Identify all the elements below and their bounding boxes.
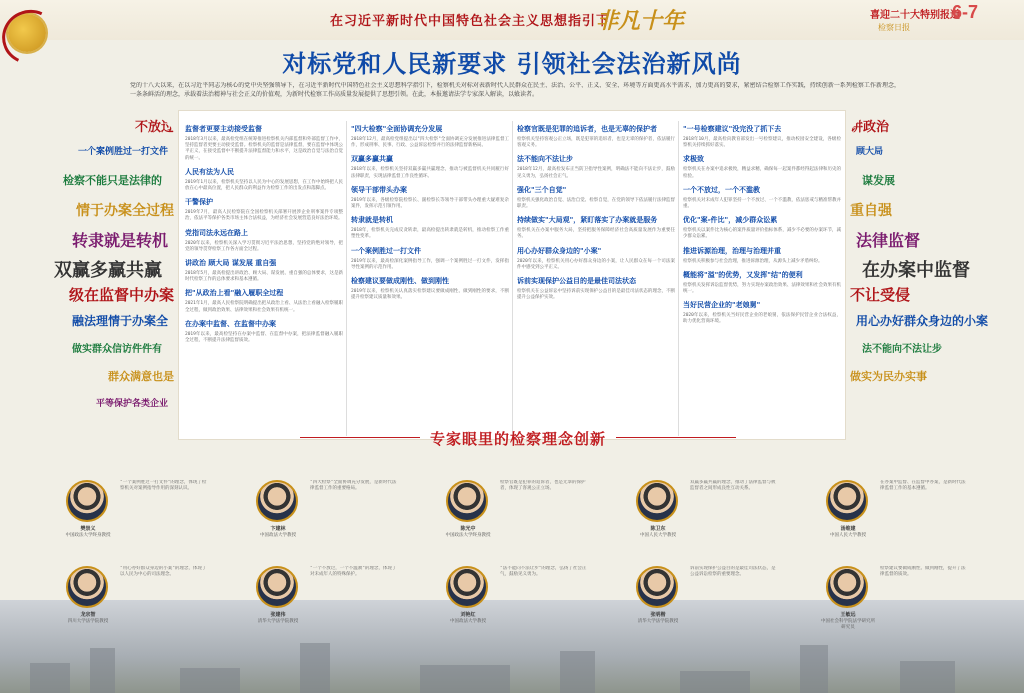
expert-portrait: [256, 480, 298, 522]
issue-date: 6-7: [952, 2, 979, 22]
masthead: [0, 0, 1024, 40]
article-column: [185, 119, 343, 437]
word-cloud-left: [0, 110, 178, 420]
section-text: 2018年以来，检察机关坚持双赢多赢共赢理念，推动与被监督机关共同履行好法律职责，实现法律监督工作良性循环。: [351, 167, 509, 179]
expert-commentary: "四大检察"全面协调充分发展，是新时代法律监督工作的重要格局。: [310, 480, 397, 492]
expert-card: [60, 566, 210, 636]
section-text: 检察机关在办案中服务大局，坚持把服务保障经济社会高质量发展作为重要任务。: [517, 228, 675, 240]
expert-name: 刘艳红: [460, 612, 476, 618]
series-title: 在习近平新时代中国特色社会主义思想指引下: [330, 14, 611, 29]
word-cloud-phrase: 做实群众信访件件有: [72, 344, 162, 355]
issue-tag: 喜迎二十大特别报道: [870, 10, 960, 21]
section-text: 2020年以来，检察机关深入学习贯彻习近平法治思想，坚持党的绝对领导，把党的领导贯穿检察工作各方面全过程。: [185, 240, 343, 252]
word-cloud-phrase: 用心办好群众身边的小案: [856, 314, 989, 328]
section-text: 2018年5月，最高检提出讲政治、顾大局、谋发展、重自强的总体要求，这是新时代检察工作的总体要求和基本遵循。: [185, 271, 343, 283]
section-heading: 持续做实"大局观"，紧盯落实了办案就是服务: [517, 216, 658, 225]
expert-card: [440, 480, 590, 550]
section-text: 检察机关积极参与社会治理，推进诉源治理，从源头上减少矛盾纠纷。: [683, 258, 823, 264]
section-text: 检察机关发挥诉讼监督优势，努力实现办案政治效果、法律效果和社会效果有机统一。: [683, 282, 841, 295]
expert-role: 中国政法大学教授: [260, 533, 296, 538]
section-text: 2019年以来，各级检察院检察长、副检察长等领导干部带头办理重大疑难复杂案件，发挥示范引领作用。: [351, 197, 509, 210]
expert-name: 张明楷: [650, 612, 666, 618]
word-cloud-phrase: 在办案中监督: [862, 260, 970, 281]
expert-role: 中国政法大学终身教授: [65, 533, 111, 538]
lead-paragraph: 党的十八大以来，在以习近平同志为核心的党中央坚强领导下，在习近平新时代中国特色社会主义思想科学指引下，检察机关对标对表新时代人民群众在民主、法治、公平、正义、安全、环境等方面更高水平需求，加力更高的要求，紧密结合检察工作实践，持续创新一系列检察工作新理念，一条条鲜活的理念，承载着法治精神与社会正义的价值观，为新时代检察工作高质量发展提供了思想引领。在此，本报邀请法学专家深入解读，以飨读者。: [130, 82, 900, 98]
section-heading: 检察建议要做成刚性、做到刚性: [351, 277, 449, 286]
section-heading: 党指司法永远在路上: [185, 228, 248, 237]
expert-name: 龙宗智: [80, 612, 96, 618]
section-text: 2018年10月，最高检向教育部发出一号检察建议，推动校园安全建设，各级检察机关持续抓好落实。: [683, 137, 841, 149]
section-heading: 在办案中监督、在监督中办案: [185, 319, 276, 328]
expert-card: [630, 566, 780, 636]
expert-role: 中国政法大学终身教授: [445, 533, 491, 538]
expert-portrait: [446, 566, 488, 608]
word-cloud-phrase: 法律监督: [856, 231, 921, 250]
expert-commentary: 双赢多赢共赢的理念，推动了法律监督与被监督者之间形成良性互动关系。: [690, 480, 776, 492]
expert-commentary: 检察建议要做成刚性、做到刚性，提升了法律监督的质效。: [880, 566, 966, 578]
word-cloud-phrase: 法不能向不法让步: [862, 344, 942, 355]
section-text: 2018年12月，最高检发布正当防卫指导性案例，明确法不能向不法让步，鼓励见义勇为，弘扬社会正气。: [517, 167, 675, 179]
word-cloud-phrase: 顾大局: [856, 147, 884, 157]
page-headline: 对标党和人民新要求 引领社会法治新风尚: [282, 50, 742, 78]
section-text: 检察机关以案件比为核心的案件质量评价指标体系，减少不必要的办案环节，减少群众讼累。: [683, 228, 841, 240]
expert-card: [250, 566, 400, 636]
word-cloud-phrase: 级在监督中办案: [68, 286, 174, 304]
expert-card: [820, 480, 970, 550]
section-heading: 把"从政治上看"融入履职全过程: [185, 289, 284, 298]
word-cloud-phrase: 一个案例胜过一打文件: [77, 147, 168, 157]
experts-section-title: 专家眼里的检察理念创新: [430, 430, 607, 448]
series-brand: 非凡十年: [596, 8, 685, 34]
section-text: 2019年1月以来，检察机关坚持以人民为中心的发展思想，在工作中始终把人民放在心中最高位置，把人民群众的利益作为检察工作的出发点和落脚点。: [185, 179, 343, 192]
word-cloud-phrase: 不放过: [134, 120, 174, 135]
section-text: 2018年12月，最高检党组提出以"四大检察"全面协调充分发展推进法律监督工作，形成刑事、民事、行政、公益诉讼检察并行的法律监督新格局。: [351, 137, 509, 149]
expert-commentary: 诉前实现保护公益目的是最佳司法状态，是公益诉讼检察的重要理念。: [690, 566, 776, 578]
word-cloud-phrase: 情于办案全过程: [76, 203, 174, 219]
section-heading: 讲政治 顾大局 谋发展 重自强: [185, 259, 277, 268]
section-heading: 优化"案-件比"，减少群众讼累: [683, 216, 778, 225]
article-column: [351, 119, 509, 437]
section-heading: 检察官既是犯罪的追诉者，也是无辜的保护者: [517, 125, 657, 133]
section-heading: 用心办好群众身边的"小案": [517, 246, 602, 255]
articles-panel: [178, 110, 846, 440]
issue-sub: 检察日报: [878, 23, 910, 32]
section-text: 2018年3月以来，最高检党组在统筹推进检察机关内部监督和外部监督工作中，坚持监督者更要主动接受监督。检察机关的监督是法律监督，要在监督中体现公平正义，在接受监督中不断提升法律监督能力和水平，这是政治自觉与法治自觉的统一。: [185, 137, 343, 161]
expert-portrait: [66, 480, 108, 522]
section-heading: 推进诉源治理，治理与治理并重: [683, 246, 781, 255]
section-heading: 监督者更要主动接受监督: [185, 125, 262, 133]
expert-portrait: [636, 566, 678, 608]
expert-card: [60, 480, 210, 550]
word-cloud-phrase: 检察不能只是法律的: [63, 174, 162, 187]
section-heading: 强化"三个自觉": [517, 185, 567, 194]
section-heading: 双赢多赢共赢: [351, 155, 393, 164]
article-column: [683, 119, 841, 437]
expert-name: 王敏远: [840, 612, 856, 618]
word-cloud-phrase: 不让受侵: [850, 286, 911, 304]
section-heading: 求极致: [683, 155, 704, 164]
column-divider: [346, 121, 347, 436]
column-divider: [512, 121, 513, 436]
section-heading: "一号检察建议"没完没了抓下去: [683, 125, 782, 133]
expert-commentary: "一个不放过，一个不滥教"的理念，体现了对未成年人的特殊保护。: [310, 566, 397, 578]
expert-commentary: "法不能向不法让步"的理念，弘扬了社会正气，鼓励见义勇为。: [500, 566, 587, 578]
expert-portrait: [826, 480, 868, 522]
expert-card: [630, 480, 780, 550]
expert-role: 中国人民大学教授: [640, 533, 676, 538]
expert-role: 中国政法大学教授: [450, 619, 486, 624]
section-heading: 法不能向不法让步: [517, 155, 573, 164]
expert-role: 清华大学法学院教授: [637, 619, 679, 624]
word-cloud-phrase: 谋发展: [862, 174, 895, 187]
word-cloud-phrase: 做实为民办实事: [850, 370, 927, 383]
expert-portrait: [66, 566, 108, 608]
expert-role: 中国社会科学院法学研究所研究员: [821, 619, 875, 630]
section-text: 2021年1月，最高人民检察院明确提出把从政治上看、从法治上看融入检察履职全过程，做到政治效果、法律效果和社会效果有机统一。: [185, 301, 343, 313]
section-heading: 当好民营企业的"老娘舅": [683, 301, 761, 310]
section-text: 2019年7月，最高人民检察院在全国检察机关部署开展涉企业刑事案件专项整治，依法平等保护各类市场主体合法权益，为经济社会发展营造良好法治环境。: [185, 210, 343, 222]
expert-name: 陈卫东: [650, 526, 666, 532]
section-heading: 人民有法为人民: [185, 167, 234, 176]
word-cloud-phrase: 重自强: [850, 203, 892, 219]
expert-name: 卞建林: [270, 526, 286, 532]
section-text: 检察机关对未成年人犯罪坚持一个不放过、一个不滥教，依法惩戒与精准帮教并重。: [683, 197, 841, 210]
section-text: 2020年以来，检察机关用心办好群众身边的小案，让人民群众在每一个司法案件中感受到公平正义。: [517, 258, 675, 270]
section-heading: "四大检察"全面协调充分发展: [351, 125, 443, 133]
section-heading: 转隶就是转机: [351, 216, 393, 225]
word-cloud-phrase: 双赢多赢共赢: [54, 260, 162, 281]
column-divider: [678, 121, 679, 436]
expert-portrait: [446, 480, 488, 522]
word-cloud-phrase: 讲政治: [850, 120, 890, 135]
expert-commentary: "用心办好群众身边的小案"的理念，体现了以人民为中心的司法理念。: [120, 566, 207, 578]
section-heading: 诉前实现保护公益目的是最佳司法状态: [517, 277, 636, 286]
section-heading: 一个不放过，一个不滥教: [683, 185, 760, 194]
expert-card: [250, 480, 400, 550]
word-cloud-phrase: 平等保护各类企业: [95, 399, 168, 409]
section-text: 2019年以来，检察机关认真落实检察建议要做成刚性、做到刚性的要求，不断提升检察建议质量和效果。: [351, 289, 509, 301]
expert-card: [440, 566, 590, 636]
expert-name: 汤维建: [840, 526, 856, 532]
word-cloud-right: [846, 110, 1024, 420]
section-text: 检察机关在办案中追求极致，精益求精，确保每一起案件都经得起法律和历史的检验。: [683, 167, 841, 179]
section-heading: 干警保护: [185, 198, 213, 207]
word-cloud-phrase: 融法理情于办案全: [71, 314, 168, 328]
expert-role: 中国人民大学教授: [830, 533, 866, 538]
article-column: [517, 119, 675, 437]
section-heading: 领导干部带头办案: [351, 185, 407, 194]
section-text: 2018年，检察机关完成反贪转隶，最高检提出转隶就是转机，推动检察工作重塑性变革。: [351, 228, 509, 240]
expert-portrait: [826, 566, 868, 608]
word-cloud-phrase: 群众满意也是: [108, 370, 174, 383]
expert-commentary: 在办案中监督、在监督中办案，是新时代法律监督工作的基本遵循。: [880, 480, 966, 492]
expert-commentary: 检察官既是犯罪的追诉者，也是无辜的保护者，体现了客观公正立场。: [500, 480, 586, 492]
section-text: 2020年以来，检察机关当好民营企业的老娘舅，依法保护民营企业合法权益，助力优化营商环境。: [683, 313, 841, 325]
section-text: 2019年以来，最高检坚持在办案中监督、在监督中办案，把法律监督融入履职全过程，不断提升法律监督质效。: [185, 331, 343, 344]
expert-commentary: "一个案例胜过一打文件"的理念，体现了检察机关对案例指导作用的深刻认识。: [120, 480, 207, 492]
expert-role: 清华大学法学院教授: [257, 619, 299, 624]
expert-name: 陈光中: [460, 526, 476, 532]
expert-portrait: [636, 480, 678, 522]
section-heading: 一个案例胜过一打文件: [351, 246, 421, 255]
expert-name: 张建伟: [270, 612, 286, 618]
section-heading: 概能将"溢"的优势，又发挥"结"的便利: [683, 270, 803, 279]
expert-portrait: [256, 566, 298, 608]
section-text: 检察机关坚持客观公正立场，既是犯罪的追诉者，也是无辜的保护者，依法履行客观义务。: [517, 137, 675, 149]
section-text: 检察机关在公益诉讼中坚持诉前实现保护公益目的是最佳司法状态的理念，不断提升公益保护实效。: [517, 289, 675, 301]
expert-role: 四川大学法学院教授: [67, 619, 109, 624]
word-cloud-phrase: 转隶就是转机: [71, 231, 168, 250]
expert-name: 樊崇义: [80, 526, 96, 532]
expert-card: [820, 566, 970, 636]
section-text: 2019年以来，最高检深化案例指导工作，强调一个案例胜过一打文件，发挥指导性案例的示范作用。: [351, 258, 509, 270]
section-text: 检察机关强化政治自觉、法治自觉、检察自觉，在党的领导下依法履行法律监督职责。: [517, 197, 675, 210]
